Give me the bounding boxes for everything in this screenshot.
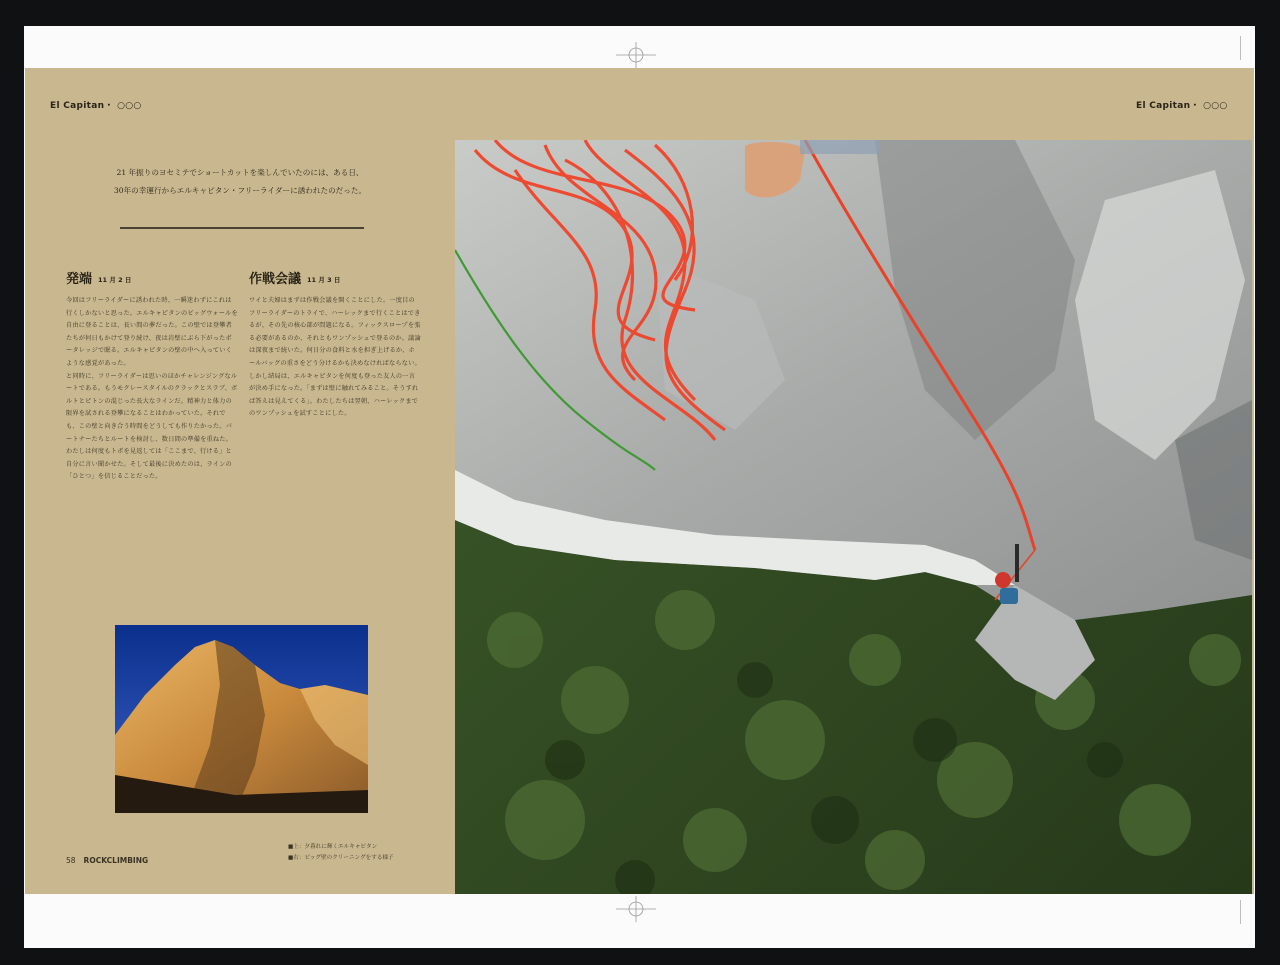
intro-line: 30年の幸運行からエルキャピタン・フリーライダーに誘われたのだった。 <box>113 186 367 195</box>
folio <box>66 856 148 865</box>
crop-mark <box>1240 900 1241 924</box>
body-paragraph: 今回はフリーライダーに誘われた時、一瞬迷わずにこれは行くしかないと思った。エルキャピタンのビッグウォールを自由に登ることは、長い間の夢だった。この壁では登攀者たちが何日もかけて登り続け、夜は岩壁にぶら下がったポータレッジで眠る。エルキャピタンの壁の中へ入っていくような感覚があった。 <box>66 297 238 367</box>
photo-caption <box>288 842 438 864</box>
body-paragraph: わたしは何度もトポを見返しては「ここまで、行ける」と自分に言い聞かせた。そして最後に決めたのは、ラインの「ひとつ」を信じることだった。 <box>66 448 232 481</box>
climbing-wall-photo <box>455 140 1252 894</box>
running-head-right: El Capitan・ ○○○ <box>1136 101 1228 111</box>
magazine-name: ROCKCLIMBING <box>83 856 149 865</box>
caption-line: ■上：夕暮れに輝くエルキャピタン <box>288 844 378 850</box>
article-column-2 <box>249 268 421 421</box>
registration-mark-bottom <box>616 894 656 924</box>
crop-mark <box>1240 36 1241 60</box>
intro-line: 21 年振りのヨセミテでショートカットを楽しんでいたのには、ある日、 <box>116 168 364 177</box>
intro-text <box>90 164 390 200</box>
section-date: 11 月 2 日 <box>98 276 132 284</box>
divider-rule <box>120 227 364 229</box>
section-title: 発端 <box>66 272 93 287</box>
section-heading <box>66 268 238 287</box>
body-paragraph: と同時に、フリーライダーは思いのほかチャレンジングなルートである。もうモクレースタイルのクラックとスラブ、ボルトとピトンの混じった長大なラインだ。精神力と体力の限界を試される登攀になることはわかっていた。それでも、この壁と向き合う時間をどうしても作りたかった。パートナーたちとルートを検討し、数日間の準備を重ねた。 <box>66 372 238 443</box>
body-paragraph: ワイと夫婦はまずは作戦会議を開くことにした。一度目のフリーライダーのトライで、ハーレックまで行くことはできるが、その先の核心部が問題になる。フィックスロープを張る必要があるのか、それともワンプッシュで登るのか。議論は深夜まで続いた。何日分の食料と水を担ぎ上げるか、ホールバッグの重さをどう分けるかも決めなければならない。 <box>249 297 421 367</box>
registration-mark-top <box>616 40 656 70</box>
section-date: 11 月 3 日 <box>307 276 341 284</box>
running-head-left: El Capitan・ ○○○ <box>50 101 142 111</box>
page-number: 58 <box>66 856 76 865</box>
article-column-1 <box>66 268 238 484</box>
section-title: 作戦会議 <box>249 272 302 287</box>
el-capitan-sunset-photo <box>115 625 368 813</box>
caption-line: ■右：ビッグ壁のクリーニングをする様子 <box>288 855 394 861</box>
body-paragraph: しかし結局は、エルキャピタンを何度も登った友人の一言が決め手になった。「まずは壁に触れてみること。そうすれば答えは見えてくる」。わたしたちは翌朝、ハーレックまでのワンプッシュを試すことにした。 <box>249 372 419 418</box>
section-heading <box>249 268 421 287</box>
